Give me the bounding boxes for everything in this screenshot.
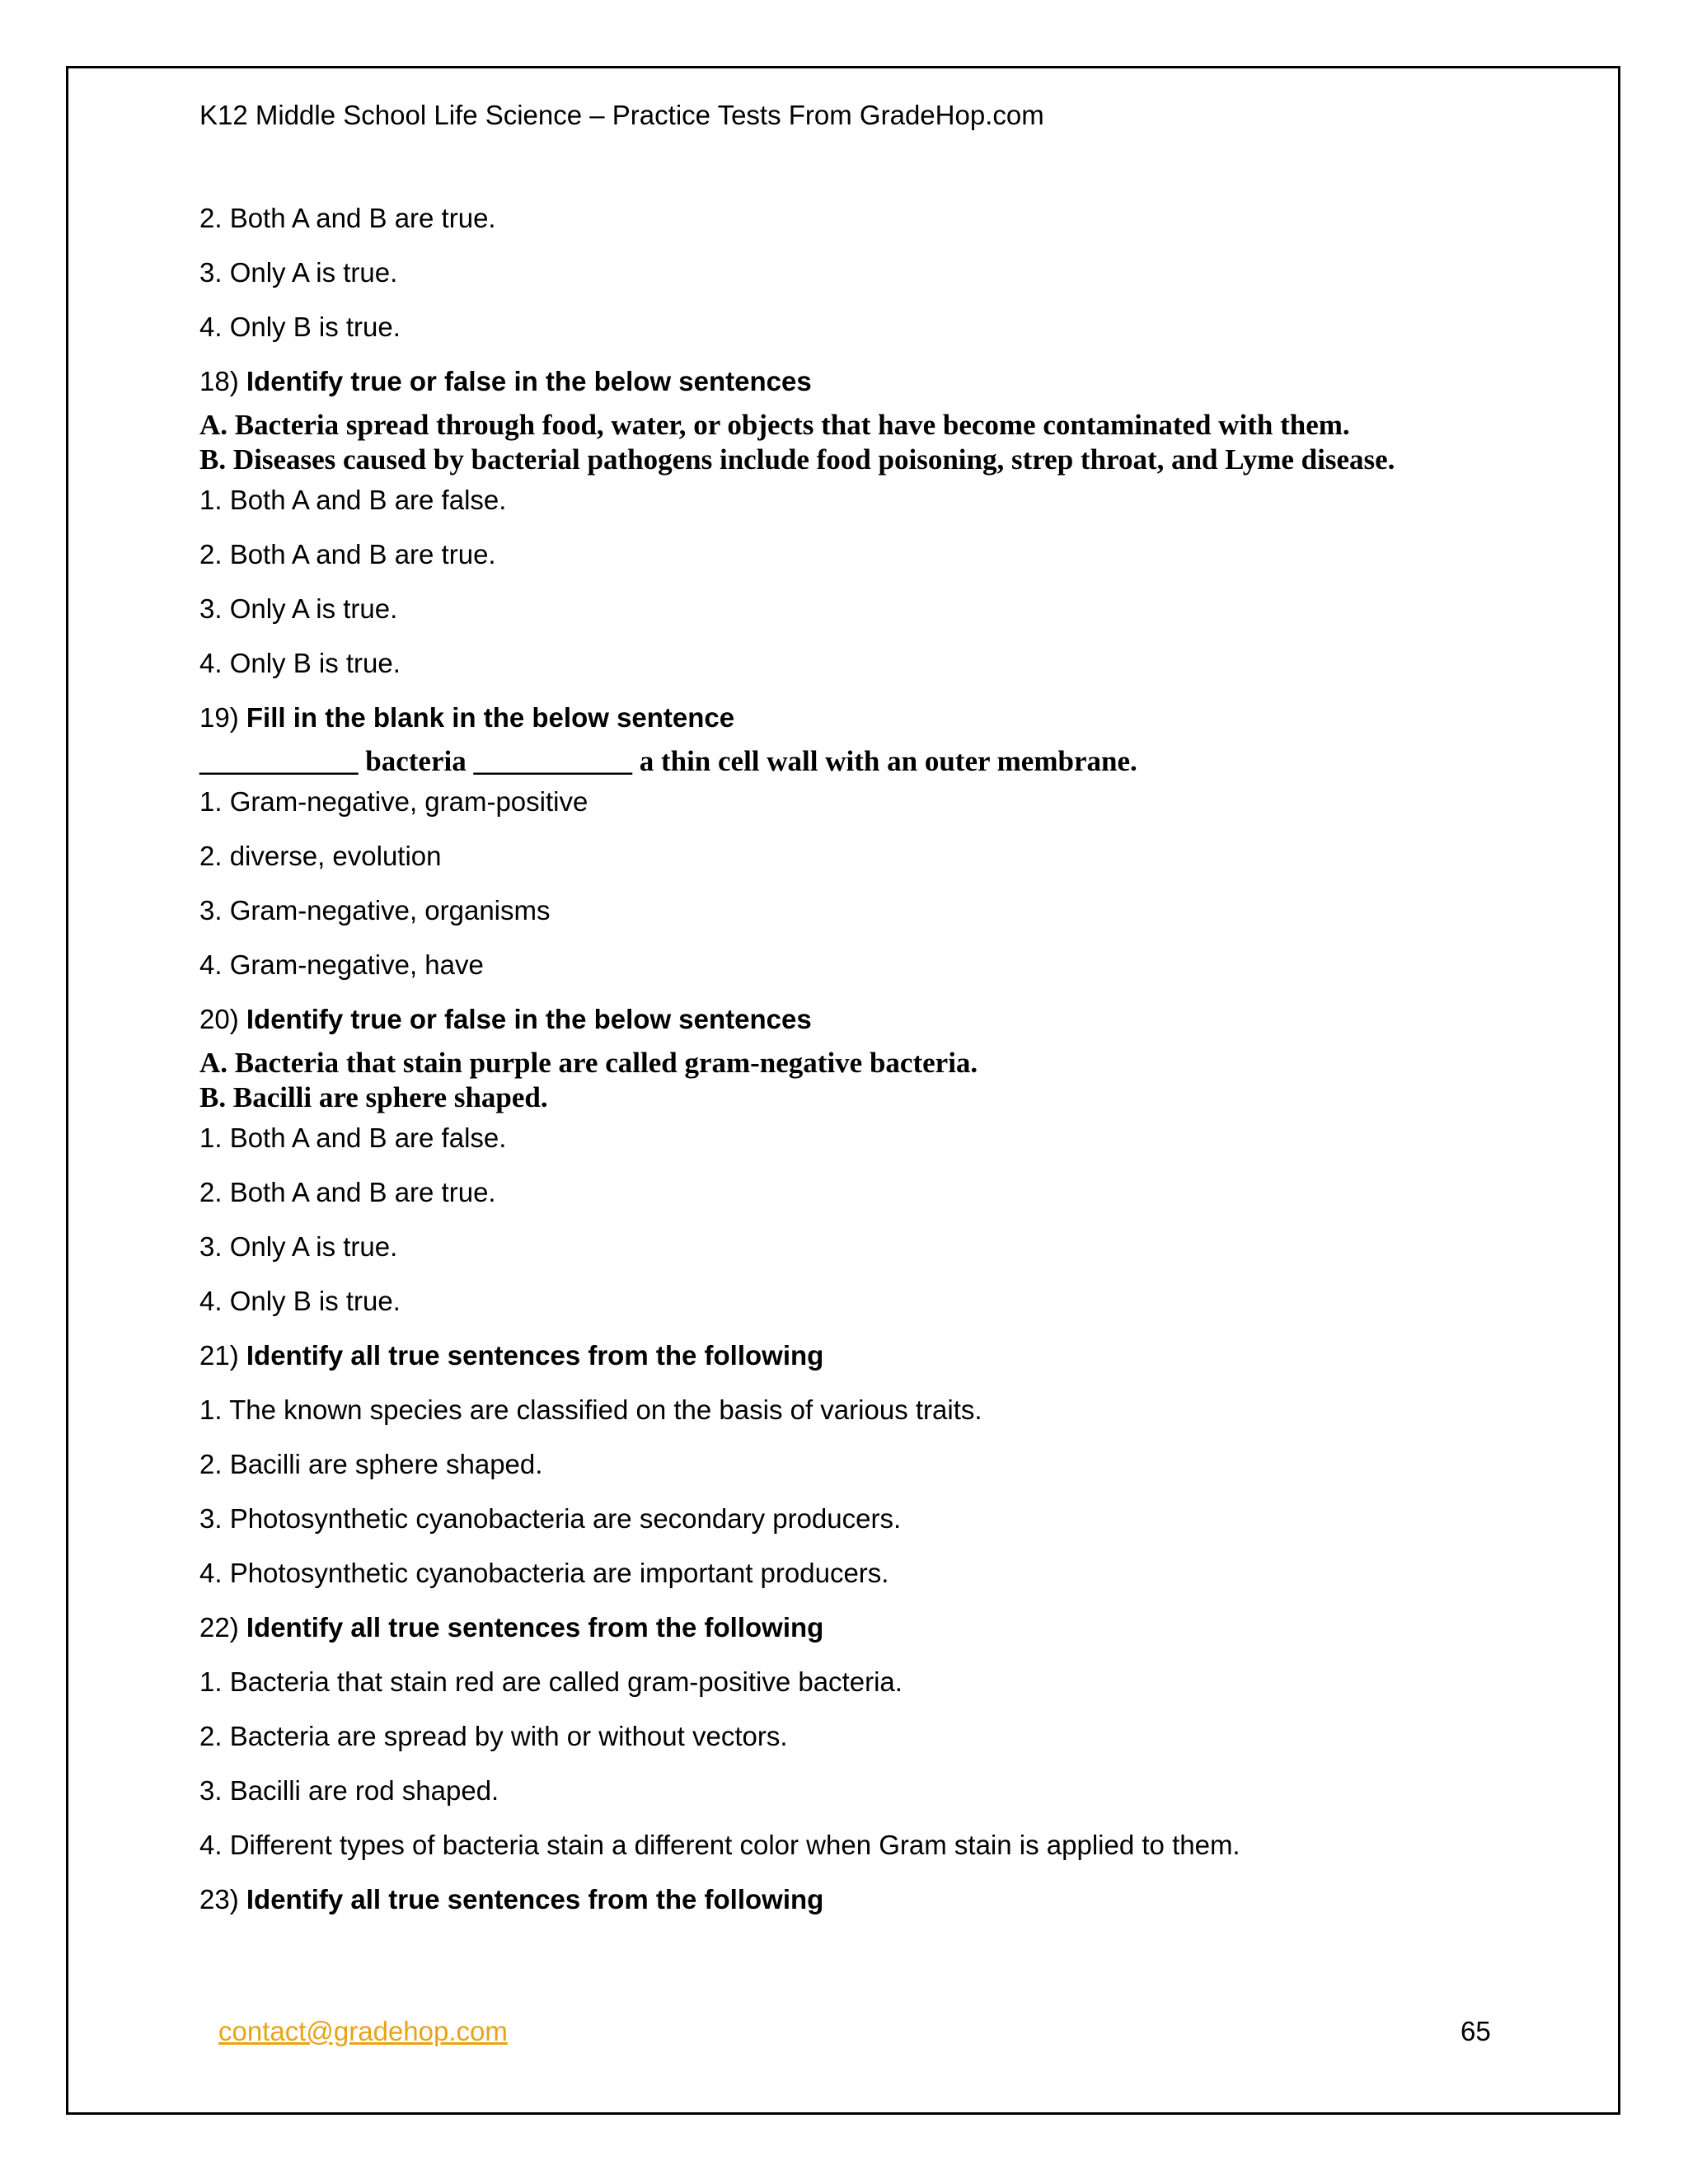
q21-number: 21) [199, 1340, 239, 1371]
q18-statement-a: A. Bacteria spread through food, water, or objects that have become contaminated with them. [199, 409, 1350, 441]
q19-option-3: 3. Gram-negative, organisms [199, 895, 551, 926]
footer-email-link[interactable]: contact@gradehop.com [218, 2016, 508, 2046]
q18-option-2: 2. Both A and B are true. [199, 539, 496, 569]
q21-prompt: Identify all true sentences from the following [246, 1340, 824, 1371]
q19-heading [199, 701, 1518, 734]
q17-option-2: 2. Both A and B are true. [199, 203, 496, 233]
q18-number: 18) [199, 366, 239, 396]
q23-heading [199, 1883, 1518, 1916]
q23-number: 23) [199, 1884, 239, 1915]
q19-prompt: Fill in the blank in the below sentence [246, 702, 735, 733]
q20-number: 20) [199, 1004, 239, 1034]
q18-option-3: 3. Only A is true. [199, 593, 398, 624]
q18-statement-b: B. Diseases caused by bacterial pathogens include food poisoning, strep throat, and Lyme disease. [199, 443, 1395, 476]
q21-heading [199, 1339, 1518, 1372]
q22-heading [199, 1611, 1518, 1644]
q20-option-1: 1. Both A and B are false. [199, 1122, 507, 1153]
q17-option-3: 3. Only A is true. [199, 257, 398, 288]
page-header: K12 Middle School Life Science – Practice Tests From GradeHop.com [199, 100, 1044, 130]
q22-option-1: 1. Bacteria that stain red are called gram-positive bacteria. [199, 1666, 903, 1697]
page-number: 65 [1461, 2016, 1491, 2046]
q22-number: 22) [199, 1612, 239, 1643]
q22-option-4: 4. Different types of bacteria stain a different color when Gram stain is applied to them. [199, 1830, 1240, 1860]
q20-option-4: 4. Only B is true. [199, 1286, 401, 1316]
page-content [199, 202, 1518, 1926]
q20-option-2: 2. Both A and B are true. [199, 1177, 496, 1207]
q19-option-4: 4. Gram-negative, have [199, 949, 484, 980]
q20-heading [199, 1003, 1518, 1036]
q18-option-1: 1. Both A and B are false. [199, 485, 507, 515]
q19-number: 19) [199, 702, 239, 733]
q18-option-4: 4. Only B is true. [199, 648, 401, 678]
q21-option-2: 2. Bacilli are sphere shaped. [199, 1449, 543, 1479]
q18-heading [199, 365, 1518, 398]
q17-option-4: 4. Only B is true. [199, 312, 401, 342]
q21-option-1: 1. The known species are classified on the basis of various traits. [199, 1394, 982, 1425]
q22-prompt: Identify all true sentences from the following [246, 1612, 824, 1643]
q19-option-2: 2. diverse, evolution [199, 841, 442, 871]
q20-statement-a: A. Bacteria that stain purple are called gram-negative bacteria. [199, 1047, 978, 1079]
q18-prompt: Identify true or false in the below sentences [246, 366, 812, 396]
q19-statement: ___________ bacteria ___________ a thin cell wall with an outer membrane. [199, 745, 1137, 777]
q23-prompt: Identify all true sentences from the following [246, 1884, 824, 1915]
q22-option-2: 2. Bacteria are spread by with or without vectors. [199, 1721, 788, 1751]
q21-option-4: 4. Photosynthetic cyanobacteria are important producers. [199, 1558, 889, 1588]
q20-option-3: 3. Only A is true. [199, 1231, 398, 1262]
q19-option-1: 1. Gram-negative, gram-positive [199, 786, 588, 817]
q20-statement-b: B. Bacilli are sphere shaped. [199, 1081, 548, 1113]
q20-prompt: Identify true or false in the below sentences [246, 1004, 812, 1034]
q21-option-3: 3. Photosynthetic cyanobacteria are secondary producers. [199, 1503, 902, 1534]
q22-option-3: 3. Bacilli are rod shaped. [199, 1775, 499, 1806]
